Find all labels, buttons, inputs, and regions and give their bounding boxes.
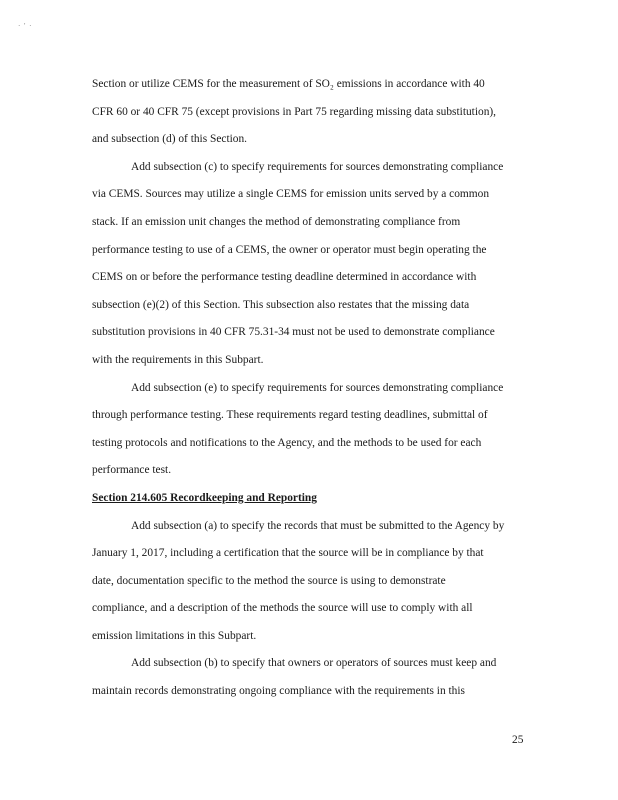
- text-line: testing protocols and notifications to the Agency, and the methods to be used for each: [92, 436, 482, 449]
- paragraph: [92, 650, 532, 705]
- text-line: compliance, and a description of the methods the source will use to comply with all: [92, 602, 473, 615]
- text-line: Add subsection (c) to specify requirements for sources demonstrating compliance: [131, 160, 504, 173]
- text-line: Add subsection (a) to specify the records that must be submitted to the Agency by: [131, 519, 505, 532]
- text-line: Section or utilize CEMS for the measurement of SO₂ emissions in accordance with 40: [92, 78, 485, 90]
- text-line: Add subsection (e) to specify requirements for sources demonstrating compliance: [131, 381, 504, 394]
- text-line: with the requirements in this Subpart.: [92, 353, 264, 366]
- paragraph: [92, 513, 532, 651]
- text-line: and subsection (d) of this Section.: [92, 133, 248, 146]
- section-heading: Section 214.605 Recordkeeping and Reporting: [92, 491, 317, 504]
- text-line: substitution provisions in 40 CFR 75.31-34 must not be used to demonstrate compliance: [92, 326, 495, 339]
- paragraph: [92, 154, 532, 375]
- scan-corner-mark: · ' ·: [18, 22, 33, 30]
- text-line: through performance testing. These requirements regard testing deadlines, submittal of: [92, 409, 488, 422]
- paragraph: [92, 375, 532, 485]
- text-line: performance testing to use of a CEMS, the owner or operator must begin operating the: [92, 243, 487, 256]
- text-line: performance test.: [92, 464, 172, 477]
- text-line: subsection (e)(2) of this Section. This subsection also restates that the missing data: [92, 298, 470, 311]
- text-line: CEMS on or before the performance testing deadline determined in accordance with: [92, 271, 477, 284]
- text-line: maintain records demonstrating ongoing compliance with the requirements in this: [92, 685, 465, 698]
- text-line: January 1, 2017, including a certification that the source will be in compliance by that: [92, 547, 484, 560]
- paragraph: [92, 71, 532, 154]
- text-line: CFR 60 or 40 CFR 75 (except provisions in Part 75 regarding missing data substitution),: [92, 105, 497, 118]
- text-line: date, documentation specific to the method the source is using to demonstrate: [92, 574, 446, 587]
- text-line: Add subsection (b) to specify that owners or operators of sources must keep and: [131, 657, 497, 670]
- text-line: via CEMS. Sources may utilize a single CEMS for emission units served by a common: [92, 188, 490, 201]
- text-line: emission limitations in this Subpart.: [92, 629, 257, 642]
- document-body: [92, 71, 532, 706]
- text-line: stack. If an emission unit changes the method of demonstrating compliance from: [92, 215, 461, 228]
- page-number: 25: [512, 734, 524, 746]
